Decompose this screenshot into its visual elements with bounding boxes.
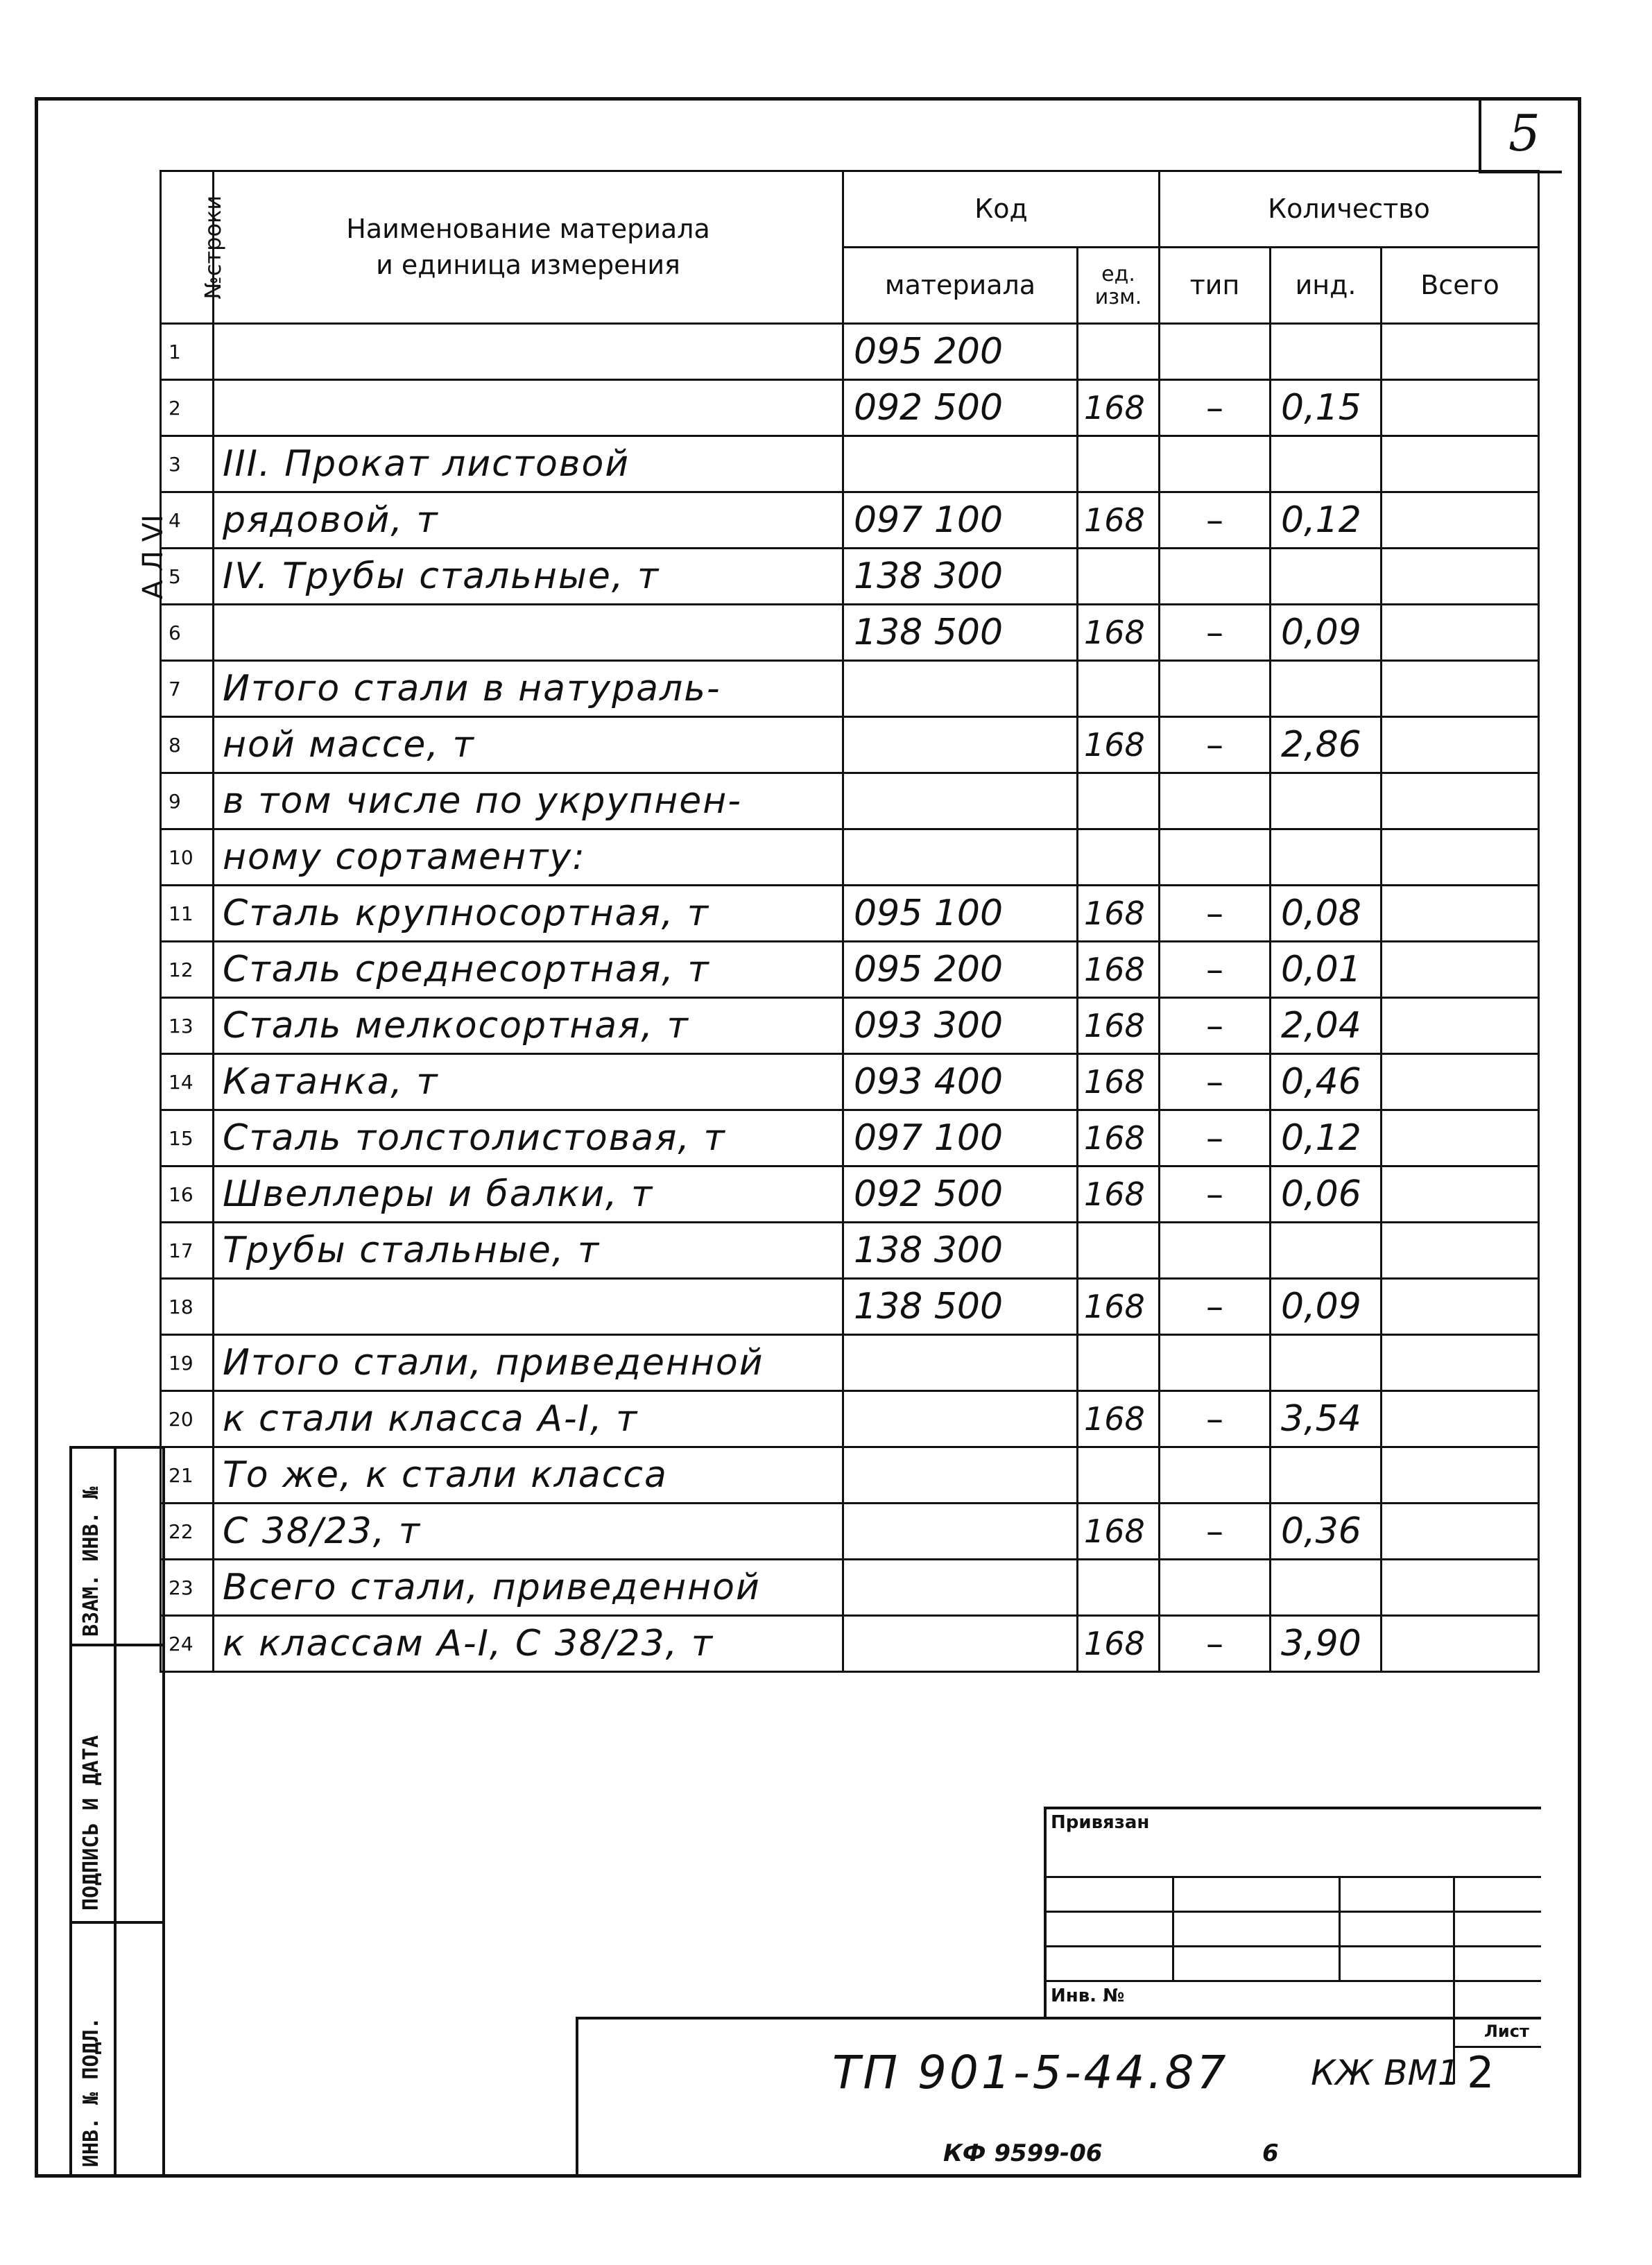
row-code: 093 400 xyxy=(843,1054,1078,1110)
row-code: 093 300 xyxy=(843,998,1078,1054)
row-typ: – xyxy=(1160,1616,1271,1672)
row-code: 097 100 xyxy=(843,492,1078,549)
table-row xyxy=(161,1110,1539,1166)
table-row xyxy=(161,1560,1539,1616)
row-name: Катанка, т xyxy=(214,1054,843,1110)
row-ind: 0,09 xyxy=(1271,1279,1382,1335)
tb-hline-2 xyxy=(1044,1911,1541,1913)
row-ind: 0,36 xyxy=(1271,1504,1382,1560)
table-row xyxy=(161,1616,1539,1672)
row-code: 097 100 xyxy=(843,1110,1078,1166)
table-row xyxy=(161,1504,1539,1560)
row-number: 12 xyxy=(161,942,214,998)
row-code xyxy=(843,661,1078,717)
table-row xyxy=(161,886,1539,942)
row-typ xyxy=(1160,324,1271,380)
page-number: 5 xyxy=(1508,104,1540,162)
table-row xyxy=(161,717,1539,773)
row-total xyxy=(1382,324,1539,380)
row-ind: 0,08 xyxy=(1271,886,1382,942)
row-total xyxy=(1382,661,1539,717)
row-number: 22 xyxy=(161,1504,214,1560)
row-total xyxy=(1382,1447,1539,1504)
row-total xyxy=(1382,1054,1539,1110)
row-name: Сталь крупносортная, т xyxy=(214,886,843,942)
row-typ: – xyxy=(1160,1054,1271,1110)
row-total xyxy=(1382,1335,1539,1391)
row-ind xyxy=(1271,1447,1382,1504)
list-label: Лист xyxy=(1484,2022,1529,2041)
row-code xyxy=(843,1335,1078,1391)
row-ind xyxy=(1271,324,1382,380)
header-total: Всего xyxy=(1382,248,1539,324)
side-label: А Л VI xyxy=(137,514,170,600)
tb-hline-1 xyxy=(1044,1876,1541,1878)
row-typ: – xyxy=(1160,1166,1271,1223)
row-ind: 3,54 xyxy=(1271,1391,1382,1447)
doc-code: ТП 901-5-44.87 xyxy=(832,2046,1229,2099)
row-ind xyxy=(1271,1223,1382,1279)
tb-vline-1 xyxy=(1172,1876,1174,1980)
header-code: Код xyxy=(843,171,1160,248)
row-name: Всего стали, приведенной xyxy=(214,1560,843,1616)
row-number: 7 xyxy=(161,661,214,717)
row-code: 138 300 xyxy=(843,549,1078,605)
row-code: 092 500 xyxy=(843,380,1078,436)
row-unit: 168 xyxy=(1078,717,1160,773)
row-name: Швеллеры и балки, т xyxy=(214,1166,843,1223)
row-number: 9 xyxy=(161,773,214,829)
row-unit: 168 xyxy=(1078,1616,1160,1672)
footer-page: 6 xyxy=(1262,2139,1279,2167)
row-name: ному сортаменту: xyxy=(214,829,843,886)
table-row xyxy=(161,1279,1539,1335)
row-unit xyxy=(1078,1560,1160,1616)
row-typ: – xyxy=(1160,492,1271,549)
row-number: 5 xyxy=(161,549,214,605)
table-row xyxy=(161,605,1539,661)
header-typ: тип xyxy=(1160,248,1271,324)
row-unit: 168 xyxy=(1078,998,1160,1054)
row-unit xyxy=(1078,324,1160,380)
row-code: 095 100 xyxy=(843,886,1078,942)
table-row xyxy=(161,773,1539,829)
row-typ xyxy=(1160,1335,1271,1391)
row-total xyxy=(1382,1391,1539,1447)
row-unit xyxy=(1078,829,1160,886)
inv-no-label: Инв. № xyxy=(1051,1986,1125,2006)
row-ind xyxy=(1271,436,1382,492)
row-unit: 168 xyxy=(1078,1166,1160,1223)
row-code xyxy=(843,773,1078,829)
row-ind: 0,01 xyxy=(1271,942,1382,998)
table-row xyxy=(161,1054,1539,1110)
row-code xyxy=(843,1560,1078,1616)
row-typ xyxy=(1160,661,1271,717)
row-total xyxy=(1382,605,1539,661)
row-total xyxy=(1382,1166,1539,1223)
table-row xyxy=(161,380,1539,436)
row-number: 18 xyxy=(161,1279,214,1335)
row-total xyxy=(1382,886,1539,942)
row-name: С 38/23, т xyxy=(214,1504,843,1560)
row-number: 21 xyxy=(161,1447,214,1504)
row-unit: 168 xyxy=(1078,1391,1160,1447)
row-ind: 0,09 xyxy=(1271,605,1382,661)
archive-number: КФ 9599-06 xyxy=(943,2139,1103,2167)
row-total xyxy=(1382,492,1539,549)
row-number: 15 xyxy=(161,1110,214,1166)
row-code xyxy=(843,436,1078,492)
row-name: Трубы стальные, т xyxy=(214,1223,843,1279)
header-name: Наименование материала и единица измерения xyxy=(214,171,843,324)
header-rowno: №строки xyxy=(161,171,214,324)
row-name: рядовой, т xyxy=(214,492,843,549)
stamp-line-1 xyxy=(69,1644,165,1646)
header-ind: инд. xyxy=(1271,248,1382,324)
row-number: 8 xyxy=(161,717,214,773)
row-ind: 0,12 xyxy=(1271,492,1382,549)
row-name xyxy=(214,324,843,380)
row-typ xyxy=(1160,549,1271,605)
row-name: Сталь толстолистовая, т xyxy=(214,1110,843,1166)
row-code xyxy=(843,1447,1078,1504)
row-number: 16 xyxy=(161,1166,214,1223)
row-typ: – xyxy=(1160,886,1271,942)
row-ind xyxy=(1271,1560,1382,1616)
row-total xyxy=(1382,717,1539,773)
row-ind xyxy=(1271,1335,1382,1391)
row-total xyxy=(1382,1110,1539,1166)
row-number: 6 xyxy=(161,605,214,661)
table-row xyxy=(161,942,1539,998)
row-code: 095 200 xyxy=(843,324,1078,380)
privyazan-label: Привязан xyxy=(1051,1812,1150,1833)
row-code xyxy=(843,829,1078,886)
row-total xyxy=(1382,1560,1539,1616)
row-typ xyxy=(1160,1223,1271,1279)
row-unit xyxy=(1078,549,1160,605)
sheet-number: 2 xyxy=(1467,2047,1495,2098)
row-ind xyxy=(1271,829,1382,886)
table-row xyxy=(161,829,1539,886)
row-number: 2 xyxy=(161,380,214,436)
stamp-vzam: ВЗАМ. ИНВ. № xyxy=(79,1486,103,1637)
row-typ: – xyxy=(1160,717,1271,773)
row-name: к стали класса А-I, т xyxy=(214,1391,843,1447)
row-number: 10 xyxy=(161,829,214,886)
row-unit xyxy=(1078,773,1160,829)
row-total xyxy=(1382,998,1539,1054)
row-name: III. Прокат листовой xyxy=(214,436,843,492)
row-name: Сталь мелкосортная, т xyxy=(214,998,843,1054)
stamp-podpis: ПОДПИСЬ И ДАТА xyxy=(79,1735,103,1911)
row-unit xyxy=(1078,661,1160,717)
row-unit xyxy=(1078,1335,1160,1391)
row-ind: 0,46 xyxy=(1271,1054,1382,1110)
row-name: Сталь среднесортная, т xyxy=(214,942,843,998)
row-unit xyxy=(1078,436,1160,492)
table-row xyxy=(161,1447,1539,1504)
table-row xyxy=(161,661,1539,717)
table-row xyxy=(161,1335,1539,1391)
row-unit: 168 xyxy=(1078,605,1160,661)
row-unit xyxy=(1078,1447,1160,1504)
row-typ: – xyxy=(1160,942,1271,998)
row-typ: – xyxy=(1160,1504,1271,1560)
row-typ: – xyxy=(1160,1279,1271,1335)
row-unit: 168 xyxy=(1078,1110,1160,1166)
row-ind: 2,04 xyxy=(1271,998,1382,1054)
row-unit: 168 xyxy=(1078,1279,1160,1335)
row-name xyxy=(214,1279,843,1335)
row-typ: – xyxy=(1160,1391,1271,1447)
row-unit: 168 xyxy=(1078,1054,1160,1110)
row-unit: 168 xyxy=(1078,1504,1160,1560)
row-unit: 168 xyxy=(1078,492,1160,549)
row-code xyxy=(843,717,1078,773)
row-number: 17 xyxy=(161,1223,214,1279)
specification-table xyxy=(160,170,1540,1673)
row-typ xyxy=(1160,1560,1271,1616)
row-typ xyxy=(1160,436,1271,492)
row-total xyxy=(1382,436,1539,492)
row-ind: 0,15 xyxy=(1271,380,1382,436)
table-row xyxy=(161,549,1539,605)
table-row xyxy=(161,1223,1539,1279)
row-total xyxy=(1382,1223,1539,1279)
row-number: 20 xyxy=(161,1391,214,1447)
row-name: Итого стали в натураль- xyxy=(214,661,843,717)
row-name: IV. Трубы стальные, т xyxy=(214,549,843,605)
table-row xyxy=(161,492,1539,549)
row-total xyxy=(1382,829,1539,886)
row-number: 19 xyxy=(161,1335,214,1391)
row-code: 138 300 xyxy=(843,1223,1078,1279)
row-number: 23 xyxy=(161,1560,214,1616)
row-typ xyxy=(1160,829,1271,886)
row-number: 11 xyxy=(161,886,214,942)
row-total xyxy=(1382,942,1539,998)
row-typ: – xyxy=(1160,605,1271,661)
row-code: 095 200 xyxy=(843,942,1078,998)
row-number: 14 xyxy=(161,1054,214,1110)
row-name: То же, к стали класса xyxy=(214,1447,843,1504)
row-code: 092 500 xyxy=(843,1166,1078,1223)
row-ind: 2,86 xyxy=(1271,717,1382,773)
table-row xyxy=(161,436,1539,492)
stamp-line-2 xyxy=(69,1921,165,1924)
row-name: к классам А-I, С 38/23, т xyxy=(214,1616,843,1672)
row-name: Итого стали, приведенной xyxy=(214,1335,843,1391)
row-unit: 168 xyxy=(1078,942,1160,998)
row-code xyxy=(843,1616,1078,1672)
row-code: 138 500 xyxy=(843,605,1078,661)
row-name xyxy=(214,605,843,661)
row-number: 1 xyxy=(161,324,214,380)
row-name: ной массе, т xyxy=(214,717,843,773)
header-unit: ед. изм. xyxy=(1078,248,1160,324)
tb-vline-2 xyxy=(1339,1876,1341,1980)
tb-hline-3 xyxy=(1044,1945,1541,1947)
header-material: материала xyxy=(843,248,1078,324)
stamp-inv-podl: ИНВ. № ПОДЛ. xyxy=(79,2017,103,2167)
row-typ xyxy=(1160,1447,1271,1504)
row-name xyxy=(214,380,843,436)
header-quantity: Количество xyxy=(1160,171,1539,248)
row-total xyxy=(1382,549,1539,605)
row-typ: – xyxy=(1160,1110,1271,1166)
row-ind: 3,90 xyxy=(1271,1616,1382,1672)
row-unit: 168 xyxy=(1078,380,1160,436)
row-number: 4 xyxy=(161,492,214,549)
row-typ: – xyxy=(1160,380,1271,436)
row-number: 13 xyxy=(161,998,214,1054)
row-typ xyxy=(1160,773,1271,829)
doc-mark: КЖ ВМ1 xyxy=(1311,2053,1460,2093)
row-number: 24 xyxy=(161,1616,214,1672)
row-total xyxy=(1382,380,1539,436)
row-ind: 0,06 xyxy=(1271,1166,1382,1223)
row-total xyxy=(1382,1616,1539,1672)
row-unit xyxy=(1078,1223,1160,1279)
row-ind: 0,12 xyxy=(1271,1110,1382,1166)
row-total xyxy=(1382,773,1539,829)
row-ind xyxy=(1271,661,1382,717)
row-number: 3 xyxy=(161,436,214,492)
row-typ: – xyxy=(1160,998,1271,1054)
row-ind xyxy=(1271,773,1382,829)
row-unit: 168 xyxy=(1078,886,1160,942)
row-ind xyxy=(1271,549,1382,605)
tb-hline-4 xyxy=(1044,1980,1541,1982)
table-row xyxy=(161,1391,1539,1447)
table-row xyxy=(161,998,1539,1054)
row-name: в том числе по укрупнен- xyxy=(214,773,843,829)
table-row xyxy=(161,1166,1539,1223)
row-code xyxy=(843,1391,1078,1447)
row-total xyxy=(1382,1279,1539,1335)
row-code xyxy=(843,1504,1078,1560)
row-code: 138 500 xyxy=(843,1279,1078,1335)
row-total xyxy=(1382,1504,1539,1560)
table-row xyxy=(161,324,1539,380)
